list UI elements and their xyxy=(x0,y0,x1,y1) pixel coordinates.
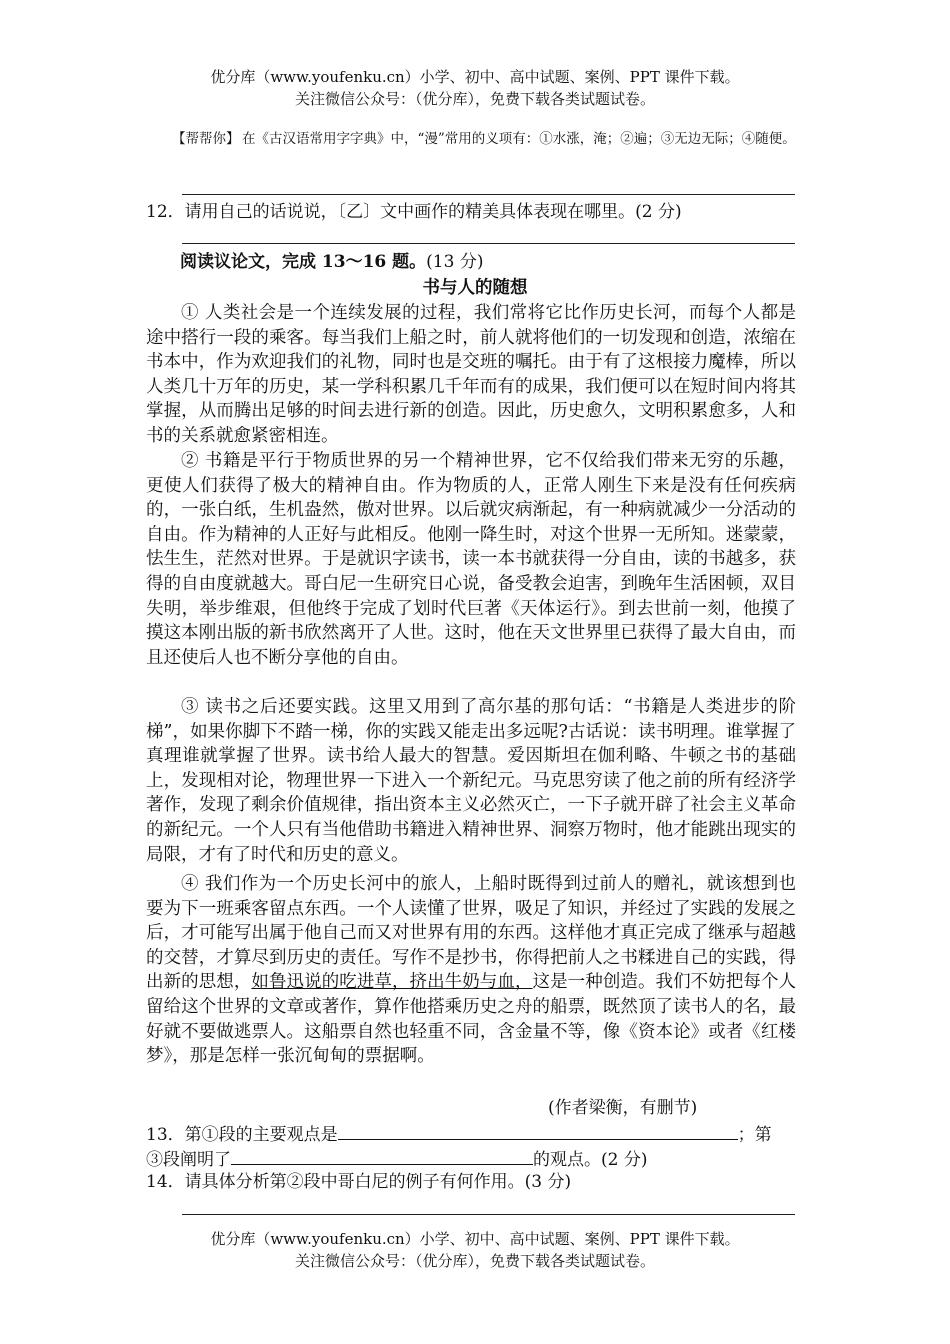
hint-label: 【帮帮你】 xyxy=(172,131,240,147)
hint-text: 在《古汉语常用字字典》中，“漫”常用的义项有：①水涨，淹；②遍；③无边无际；④随便。 xyxy=(242,131,796,147)
article-paragraph-3: ③ 读书之后还要实践。这里又用到了高尔基的那句话：“书籍是人类进步的阶梯”，如果你脚下不踏一梯，你的实践又能走出多远呢?古话说：读书明理。谁掌握了真理谁就掌握了世界。读书给人最大的智慧。爱因斯坦在伽利略、牛顿之书的基础上，发现相对论，物理世界一下进入一个新纪元。马克思穷读了他之前的所有经济学著作，发现了剩余价值规律，指出资本主义必然灭亡，一下子就开辟了社会主义革命的新纪元。一个人只有当他借助书籍进入精神世界、洞察万物时，他才能跳出现实的局限，才有了时代和历史的意义。 xyxy=(146,697,796,865)
article-title: 书与人的随想 xyxy=(422,278,528,298)
section-title-bold: 阅读议论文，完成 13～16 题。 xyxy=(180,252,427,272)
question-13-line-2 xyxy=(146,1146,806,1172)
page-header xyxy=(0,66,950,110)
paragraph-4-part-1: ④ 我们作为一个历史长河中的旅人，上船时既得到过前人的赠礼，就该想到也要为下一班乘客留点东西。一个人读懂了世界，吸足了知识，并经过了实践的发展之后，才可能写出属于他自己而又对世界有用的东西。这样他才真正完成了继承与超越的交替，才算尽到历史的责任。写作不是抄书，你得把前人之书糅进自己的实践，得出新的思想， xyxy=(146,874,796,993)
article-paragraph-2: ② 书籍是平行于物质世界的另一个精神世界，它不仅给我们带来无穷的乐趣，更使人们获得了极大的精神自由。作为物质的人，正常人刚生下来是没有任何疾病的，一张白纸，生机盎然，傲对世界。以后就灾病渐起，有一种病就减少一分活动的自由。作为精神的人正好与此相反。他刚一降生时，对这个世界一无所知。迷蒙蒙，怯生生，茫然对世界。于是就识字读书，读一本书就获得一分自由，读的书越多，获得的自由度就越大。哥白尼一生研究日心说，备受教会迫害，到晚年生活困顿，双目失明，举步维艰，但他终于完成了划时代巨著《天体运行》。到去世前一刻，他摸了摸这本刚出版的新书欣然离开了人世。这时，他在天文世界里已获得了最大自由，而且还使后人也不断分享他的自由。 xyxy=(146,451,796,668)
q13-answer-blank-1[interactable] xyxy=(338,1121,738,1140)
article-author: (作者梁衡，有删节) xyxy=(548,1098,698,1118)
answer-line xyxy=(182,194,795,195)
answer-line xyxy=(182,1214,795,1215)
header-line-1: 优分库（www.youfenku.cn）小学、初中、高中试题、案例、PPT 课件下载。 xyxy=(210,68,740,86)
question-12: 12．请用自己的话说说，〔乙〕文中画作的精美具体表现在哪里。(2 分) xyxy=(146,202,682,222)
q13-prefix: 13．第①段的主要观点是 xyxy=(146,1125,338,1145)
page-footer xyxy=(0,1228,950,1272)
q13-middle: ；第 xyxy=(737,1125,772,1145)
footer-line-2: 关注微信公众号：（优分库），免费下载各类试题试卷。 xyxy=(294,1252,655,1270)
q13-suffix: 的观点。(2 分) xyxy=(533,1150,648,1170)
vocabulary-hint xyxy=(172,128,812,150)
article-paragraph-4 xyxy=(146,872,796,1069)
underlined-sentence: 如鲁迅说的吃进草，挤出牛奶与血， xyxy=(251,972,533,993)
article-paragraph-1: ① 人类社会是一个连续发展的过程，我们常将它比作历史长河，而每个人都是途中搭行一段的乘客。每当我们上船之时，前人就将他们的一切发现和创造，浓缩在书本中，作为欢迎我们的礼物，同时也是交班的嘱托。由于有了这根接力魔棒，所以人类几十万年的历史，某一学科积累几千年而有的成果，我们便可以在短时间内将其掌握，从而腾出足够的时间去进行新的创造。因此，历史愈久，文明积累愈多，人和书的关系就愈紧密相连。 xyxy=(146,303,796,446)
answer-line xyxy=(182,243,795,244)
question-13-line-1 xyxy=(146,1121,806,1147)
paragraph-4-part-2: 这是一种创造。我们不妨把每个人留给这个世界的文章或著作，算作他搭乘历史之舟的船票，既然顶了读书人的名，最好就不要做逃票人。这船票自然也轻重不同，含金量不等，像《资本论》或者《红楼梦》，那是怎样一张沉甸甸的票据啊。 xyxy=(146,972,797,1067)
section-title-score: (13 分) xyxy=(426,252,484,272)
question-14: 14．请具体分析第②段中哥白尼的例子有何作用。(3 分) xyxy=(146,1172,572,1192)
footer-line-1: 优分库（www.youfenku.cn）小学、初中、高中试题、案例、PPT 课件下载。 xyxy=(210,1230,740,1248)
header-line-2: 关注微信公众号：（优分库），免费下载各类试题试卷。 xyxy=(294,90,655,108)
q13-line2-prefix: ③段阐明了 xyxy=(146,1150,231,1170)
q13-answer-blank-2[interactable] xyxy=(231,1146,533,1165)
section-title xyxy=(180,250,483,274)
